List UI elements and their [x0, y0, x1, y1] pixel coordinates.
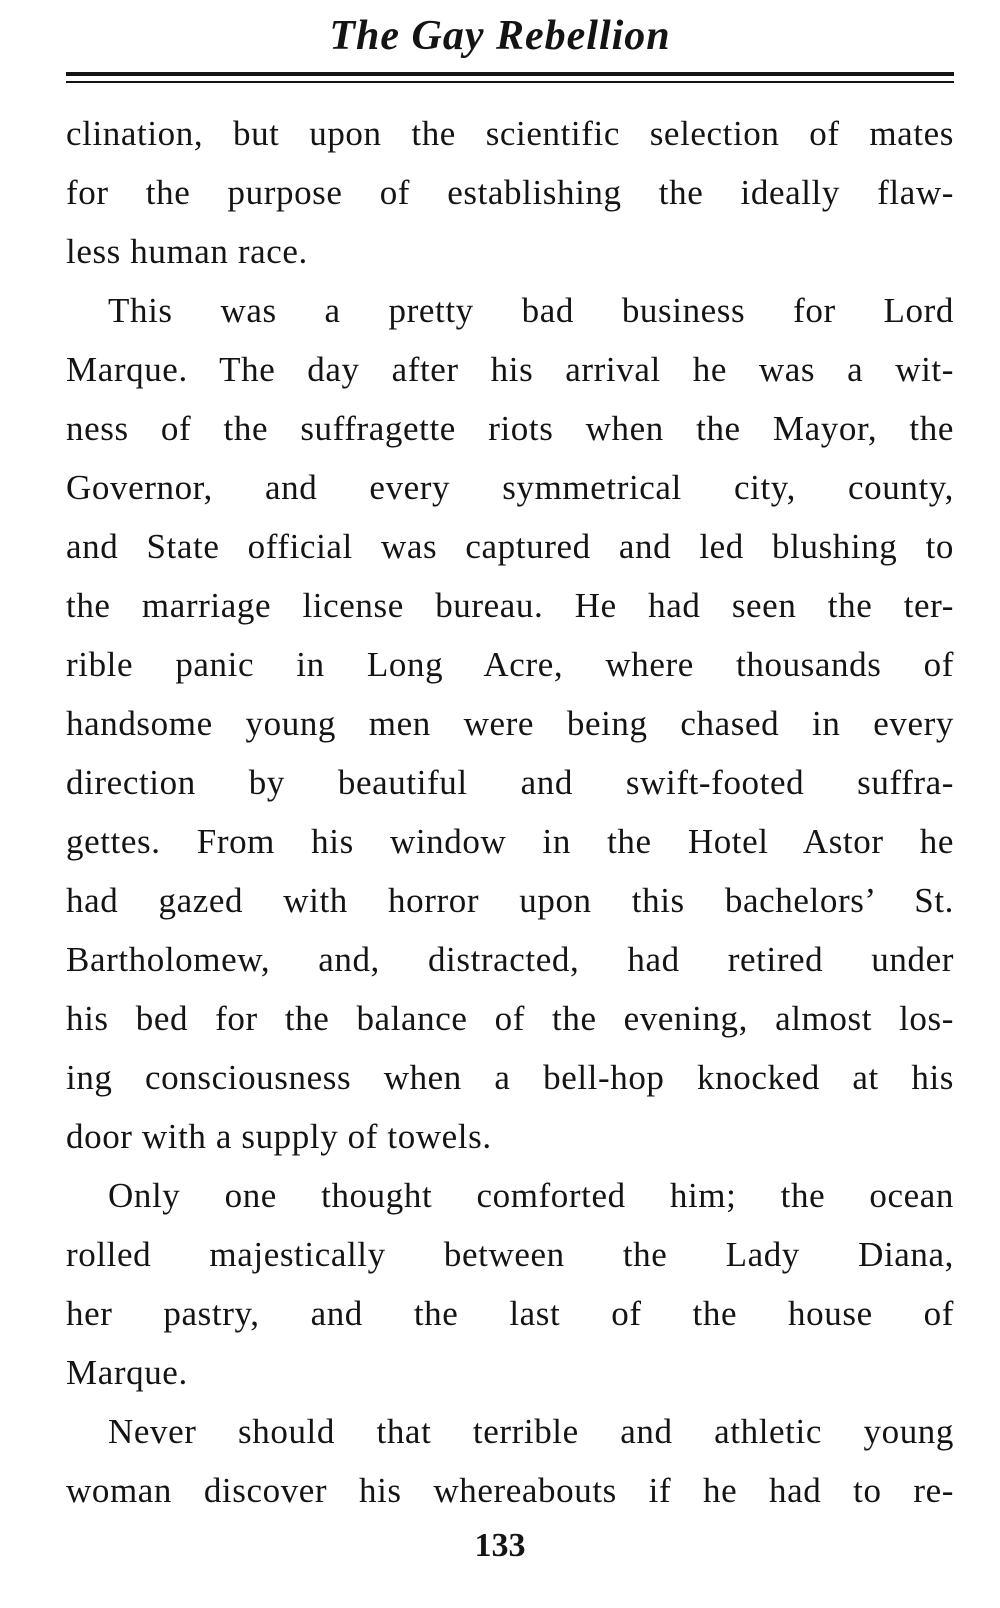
body-text — [66, 104, 954, 1520]
text-line: direction by beautiful and swift-footed suffra- — [66, 763, 954, 802]
paragraph-2 — [66, 281, 954, 1166]
text-line: less human race. — [66, 232, 308, 271]
paragraph-3 — [66, 1166, 954, 1402]
paragraph-1 — [66, 104, 954, 281]
text-line: rible panic in Long Acre, where thousands of — [66, 645, 954, 684]
paragraph-4 — [66, 1402, 954, 1520]
running-title: The Gay Rebellion — [329, 13, 671, 59]
text-line: ness of the suffragette riots when the Mayor, the — [66, 409, 954, 448]
text-line: ing consciousness when a bell-hop knocked at his — [66, 1058, 954, 1097]
text-line: had gazed with horror upon this bachelors’ St. — [66, 881, 954, 920]
header-rule-thin — [66, 81, 954, 83]
header-rule-thick — [66, 72, 954, 76]
text-line: clination, but upon the scientific selection of mates — [66, 114, 954, 153]
text-line: gettes. From his window in the Hotel Astor he — [66, 822, 954, 861]
text-line: for the purpose of establishing the ideally flaw- — [66, 173, 954, 212]
text-line: handsome young men were being chased in every — [66, 704, 954, 743]
text-line: Only one thought comforted him; the ocean — [108, 1176, 954, 1215]
text-line: Never should that terrible and athletic young — [108, 1412, 954, 1451]
text-line: rolled majestically between the Lady Diana, — [66, 1235, 954, 1274]
text-line: the marriage license bureau. He had seen the ter- — [66, 586, 954, 625]
page-number: 133 — [474, 1527, 526, 1564]
text-line: Marque. The day after his arrival he was a wit- — [66, 350, 954, 389]
text-line: her pastry, and the last of the house of — [66, 1294, 954, 1333]
text-line: Governor, and every symmetrical city, county, — [66, 468, 954, 507]
text-line: woman discover his whereabouts if he had to re- — [66, 1471, 954, 1510]
text-line: door with a supply of towels. — [66, 1117, 492, 1156]
text-line: and State official was captured and led blushing to — [66, 527, 954, 566]
text-line: This was a pretty bad business for Lord — [108, 291, 954, 330]
text-line: his bed for the balance of the evening, almost los- — [66, 999, 954, 1038]
text-line: Marque. — [66, 1353, 188, 1392]
text-line: Bartholomew, and, distracted, had retired under — [66, 940, 954, 979]
